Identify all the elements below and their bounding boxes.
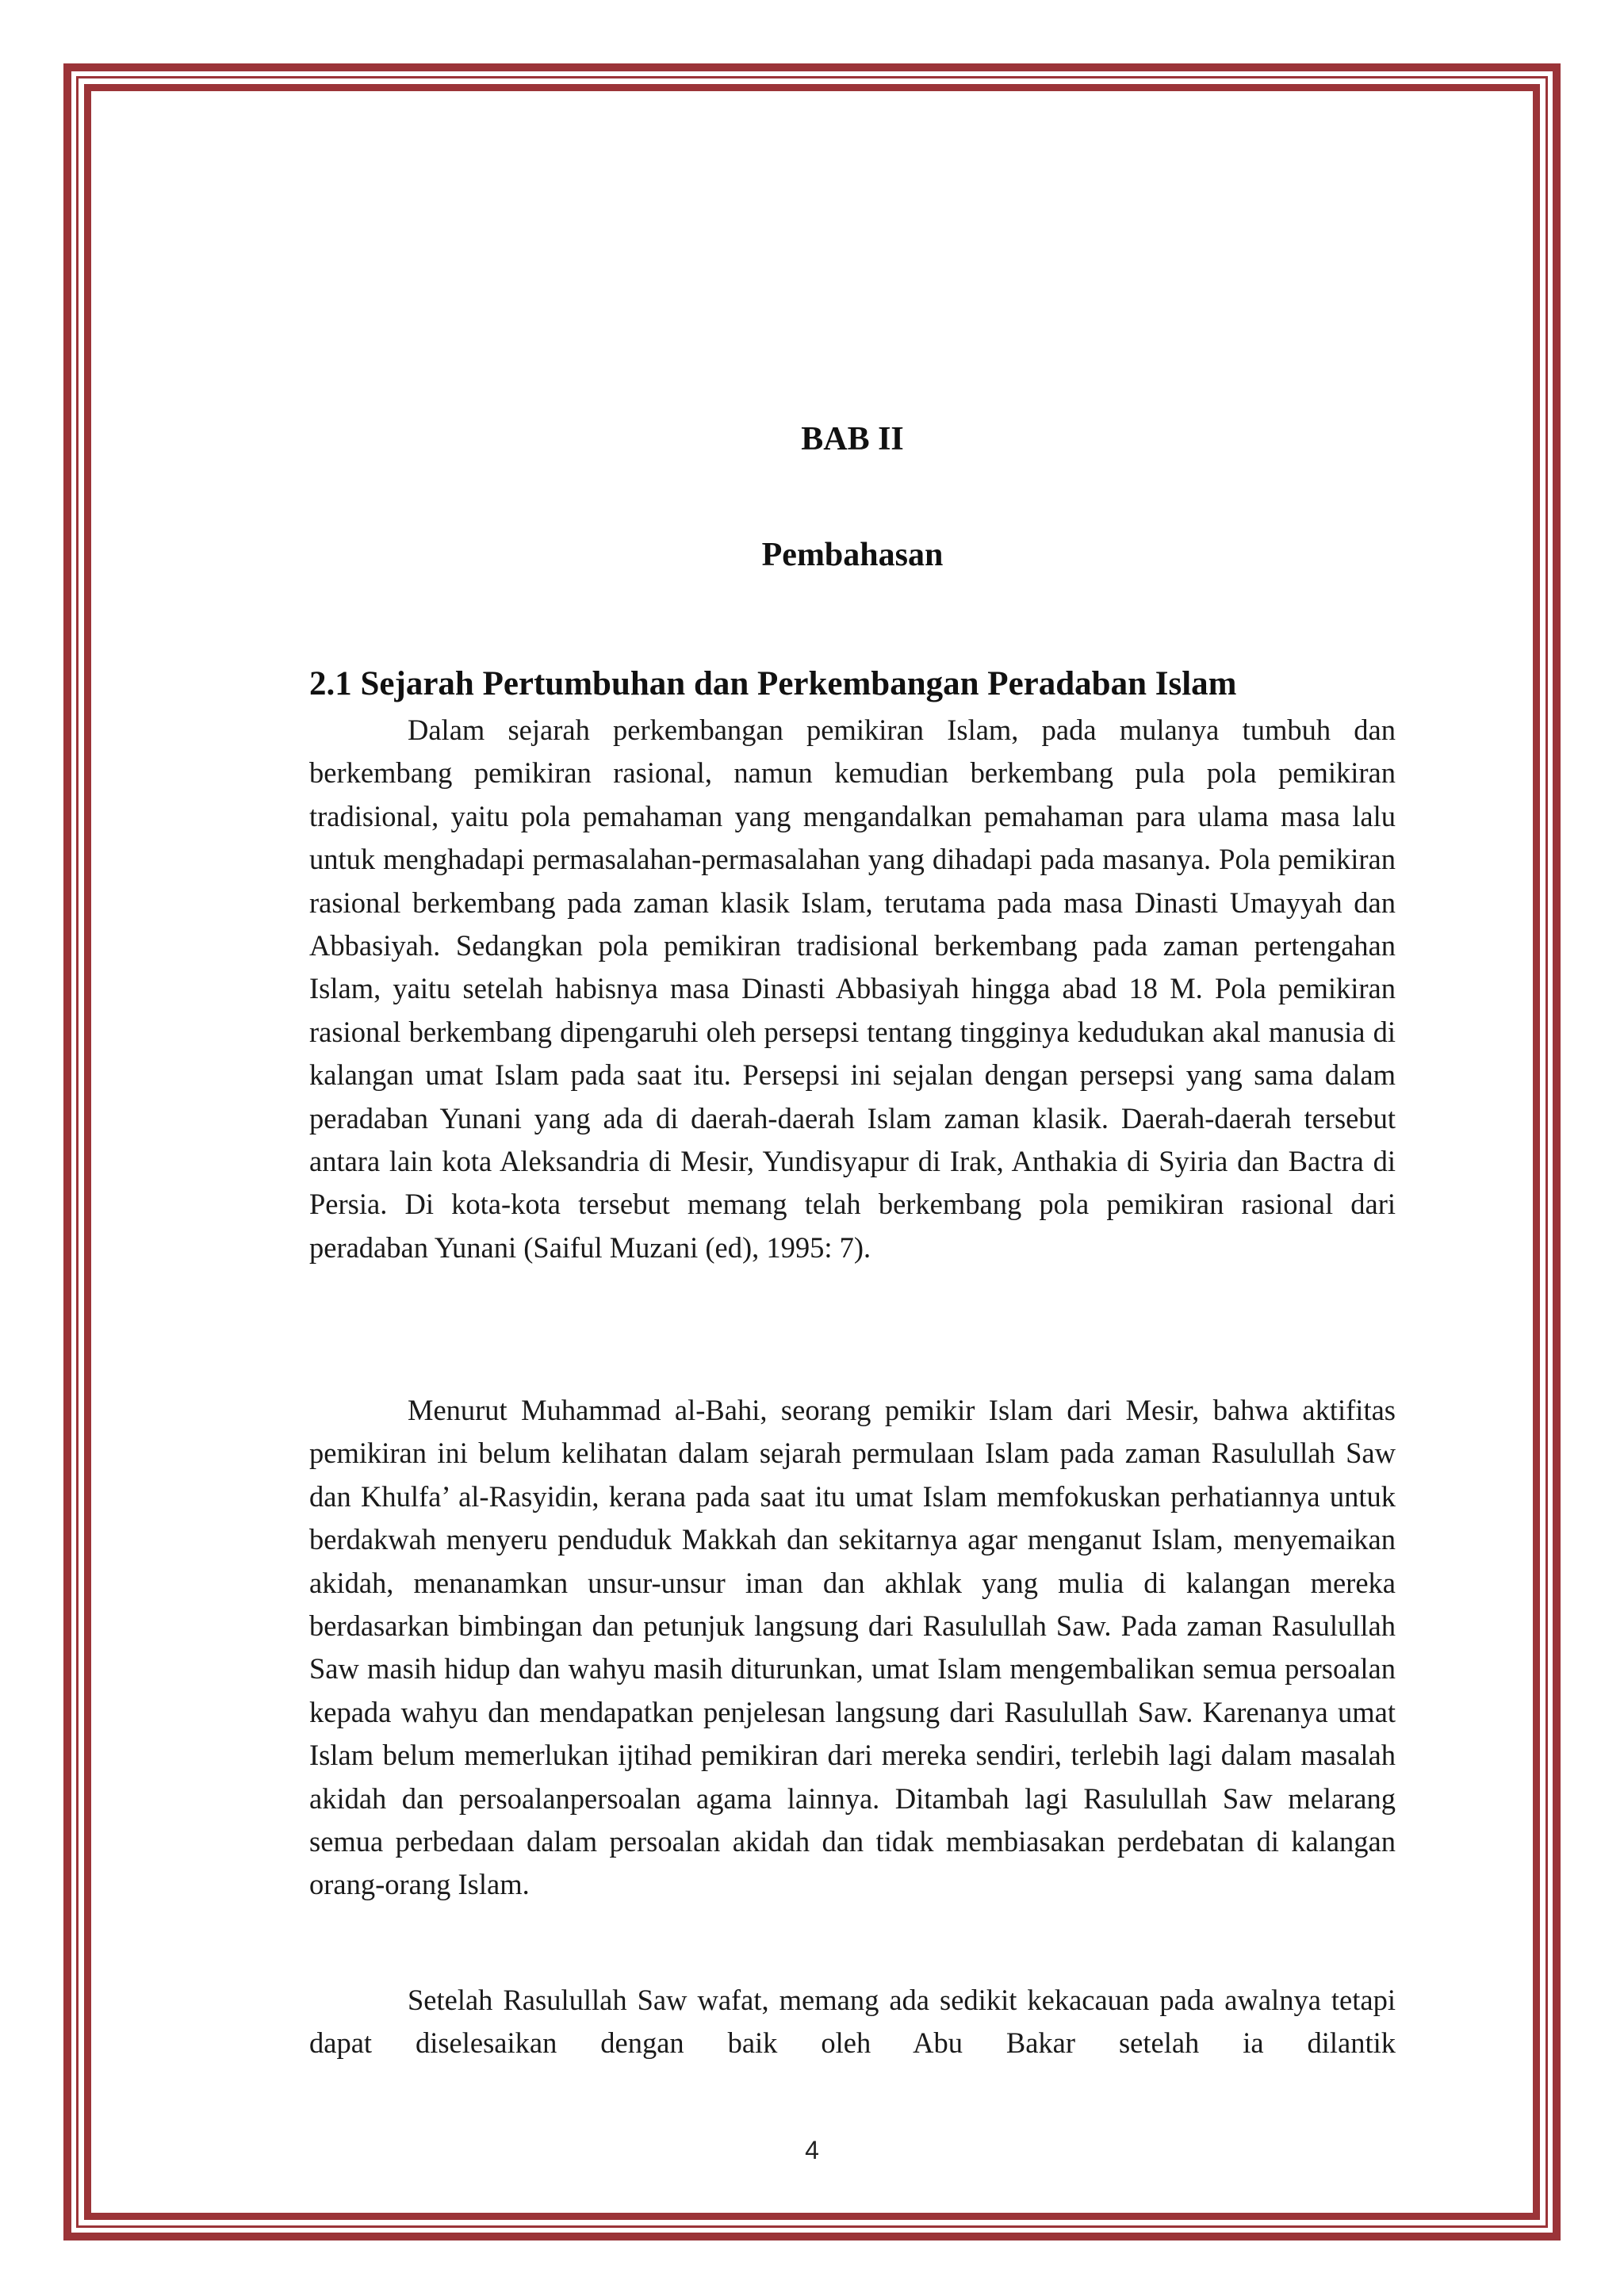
body-paragraph: Dalam sejarah perkembangan pemikiran Islam, pada mulanya tumbuh dan berkembang pemikiran rasional, namun kemudian berkembang pula pola pemikiran tradisional, yaitu pola pemahaman yang mengandalkan pemahaman para ulama masa lalu untuk menghadapi permasalahan-permasalahan yang dihadapi pada masanya. Pola pemikiran rasional berkembang pada zaman klasik Islam, terutama pada masa Dinasti Umayyah dan Abbasiyah. Sedangkan pola pemikiran tradisional berkembang pada zaman pertengahan Islam, yaitu setelah habisnya masa Dinasti Abbasiyah hingga abad 18 M. Pola pemikiran rasional berkembang dipengaruhi oleh persepsi tentang tingginya kedudukan akal manusia di kalangan umat Islam pada saat itu. Persepsi ini sejalan dengan persepsi yang sama dalam peradaban Yunani yang ada di daerah-daerah Islam zaman klasik. Daerah-daerah tersebut antara lain kota Aleksandria di Mesir, Yundisyapur di Irak, Anthakia di Syiria dan Bactra di Persia. Di kota-kota tersebut memang telah berkembang pola pemikiran rasional dari peradaban Yunani (Saiful Muzani (ed), 1995: 7). [309,714,1396,1264]
chapter-heading: BAB II [801,421,904,457]
page-number: 4 [805,2136,819,2164]
section-heading: 2.1 Sejarah Pertumbuhan dan Perkembangan Peradaban Islam [309,665,1237,702]
body-paragraph: Setelah Rasulullah Saw wafat, memang ada sedikit kekacauan pada awalnya tetapi dapat diselesaikan dengan baik oleh Abu Bakar setelah ia dilantik [309,1984,1396,2060]
body-paragraph: Menurut Muhammad al-Bahi, seorang pemikir Islam dari Mesir, bahwa aktifitas pemikiran ini belum kelihatan dalam sejarah permulaan Islam pada zaman Rasulullah Saw dan Khulfa’ al-Rasyidin, kerana pada saat itu umat Islam memfokuskan perhatiannya untuk berdakwah menyeru penduduk Makkah dan sekitarnya agar menganut Islam, menyemaikan akidah, menanamkan unsur-unsur iman dan akhlak yang mulia di kalangan mereka berdasarkan bimbingan dan petunjuk langsung dari Rasulullah Saw. Pada zaman Rasulullah Saw masih hidup dan wahyu masih diturunkan, umat Islam mengembalikan semua persoalan kepada wahyu dan mendapatkan penjelesan langsung dari Rasulullah Saw. Karenanya umat Islam belum memerlukan ijtihad pemikiran dari mereka sendiri, terlebih lagi dalam masalah akidah dan persoalanpersoalan agama lainnya. Ditambah lagi Rasulullah Saw melarang semua perbedaan dalam persoalan akidah dan tidak membiasakan perdebatan di kalangan orang-orang Islam. [309,1394,1396,1901]
chapter-title: Pembahasan [761,537,944,573]
